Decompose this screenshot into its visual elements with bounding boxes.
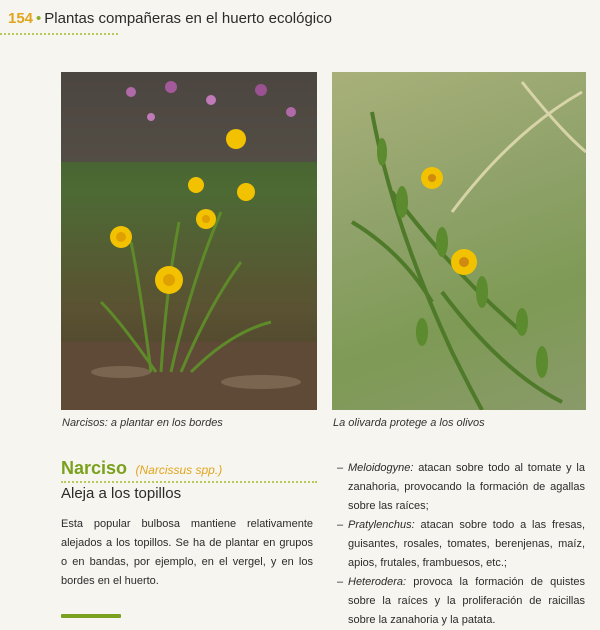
page-number: 154 xyxy=(8,10,34,27)
daffodil-photo xyxy=(61,72,317,410)
list-item-term: Pratylenchus: xyxy=(348,519,415,531)
list-item-term: Heterodera: xyxy=(348,576,407,588)
section-body-text: Esta popular bulbosa mantiene relativamente alejados a los topillos. Se ha de plantar en grupos o en bandas, por ejemplo, en el vergel, y en los bordes en el huerto. xyxy=(61,518,313,587)
list-item-text: provoca la formación de quistes sobre la raíces y la proliferación de raicillas sobre la zanahoria y la patata. xyxy=(348,576,585,626)
next-section-heading-cut xyxy=(61,606,121,618)
nematode-list xyxy=(337,459,585,630)
daffodil-illustration xyxy=(61,72,317,410)
section-name: Narciso xyxy=(61,458,128,478)
olivarda-photo xyxy=(332,72,586,410)
section-heading xyxy=(61,458,222,479)
list-item-term: Meloidogyne: xyxy=(348,462,414,474)
list-item-text: atacan sobre todo al tomate y la zanahoria, provocando la formación de agallas sobre las raíces; xyxy=(348,462,585,512)
photo-caption-olivarda: La olivarda protege a los olivos xyxy=(333,417,485,429)
list-item xyxy=(337,459,585,516)
chapter-title: Plantas compañeras en el huerto ecológico xyxy=(44,10,332,27)
photo-caption-daffodil: Narcisos: a plantar en los bordes xyxy=(62,417,223,429)
section-latin-name: (Narcissus spp.) xyxy=(135,463,223,477)
list-item xyxy=(337,573,585,630)
header-separator: • xyxy=(36,10,42,27)
section-rule xyxy=(61,481,317,483)
header-rule xyxy=(0,33,118,35)
list-item-text: atacan sobre todo a las fresas, guisantes, rosales, tomates, berenjenas, maíz, apios, frutales, frambuesos, etc.; xyxy=(348,519,585,569)
list-item xyxy=(337,516,585,573)
olivarda-illustration xyxy=(332,72,586,410)
section-subtitle: Aleja a los topillos xyxy=(61,485,182,502)
page-header xyxy=(8,10,332,27)
